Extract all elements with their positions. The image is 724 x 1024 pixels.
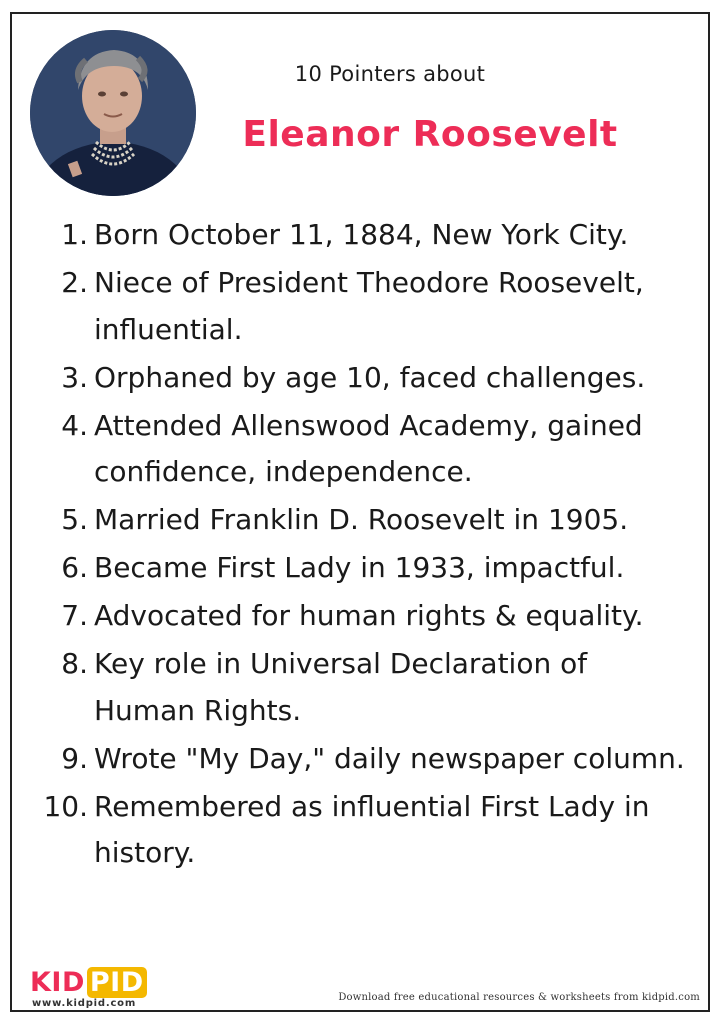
item-number: 1. — [61, 218, 88, 251]
portrait-photo — [30, 30, 196, 196]
logo-pid-text: PID — [87, 967, 147, 998]
logo-kid-text: KID — [30, 967, 85, 998]
item-text: Remembered as influential First Lady in history. — [94, 789, 650, 869]
item-number: 3. — [61, 360, 88, 394]
item-text: Born October 11, 1884, New York City. — [94, 218, 629, 251]
pointer-list — [34, 212, 694, 878]
list-item — [34, 403, 694, 496]
logo-wordmark — [30, 968, 147, 998]
item-text: Became First Lady in 1933, impactful. — [94, 551, 625, 584]
logo-url[interactable]: www.kidpid.com — [32, 998, 137, 1009]
list-item — [34, 260, 694, 353]
page-title: Eleanor Roosevelt — [242, 114, 618, 155]
item-number: 10. — [43, 789, 88, 823]
portrait-illustration — [30, 30, 196, 196]
item-number: 9. — [61, 741, 88, 775]
list-item — [34, 784, 694, 877]
item-text: Key role in Universal Declaration of Human Rights. — [94, 647, 588, 727]
kidpid-logo[interactable] — [30, 967, 144, 1009]
list-item — [34, 355, 694, 402]
item-text: Niece of President Theodore Roosevelt, influential. — [94, 266, 644, 346]
item-number: 4. — [61, 408, 88, 442]
item-text: Orphaned by age 10, faced challenges. — [94, 360, 646, 394]
list-item — [34, 641, 694, 734]
item-text: Advocated for human rights & equality. — [94, 599, 644, 632]
item-text: Wrote "My Day," daily newspaper column. — [94, 741, 685, 775]
item-text: Attended Allenswood Academy, gained confidence, independence. — [94, 408, 643, 488]
item-number: 6. — [61, 551, 88, 584]
list-item — [34, 545, 694, 592]
list-item — [34, 736, 694, 783]
item-text: Married Franklin D. Roosevelt in 1905. — [94, 503, 629, 536]
item-number: 8. — [61, 647, 88, 680]
item-number: 2. — [61, 266, 88, 299]
subtitle: 10 Pointers about — [294, 62, 486, 86]
item-number: 7. — [61, 599, 88, 632]
list-item — [34, 593, 694, 640]
list-item — [34, 497, 694, 544]
list-item — [34, 212, 694, 259]
item-number: 5. — [61, 503, 88, 536]
footer-note: Download free educational resources & worksheets from kidpid.com — [338, 992, 700, 1003]
